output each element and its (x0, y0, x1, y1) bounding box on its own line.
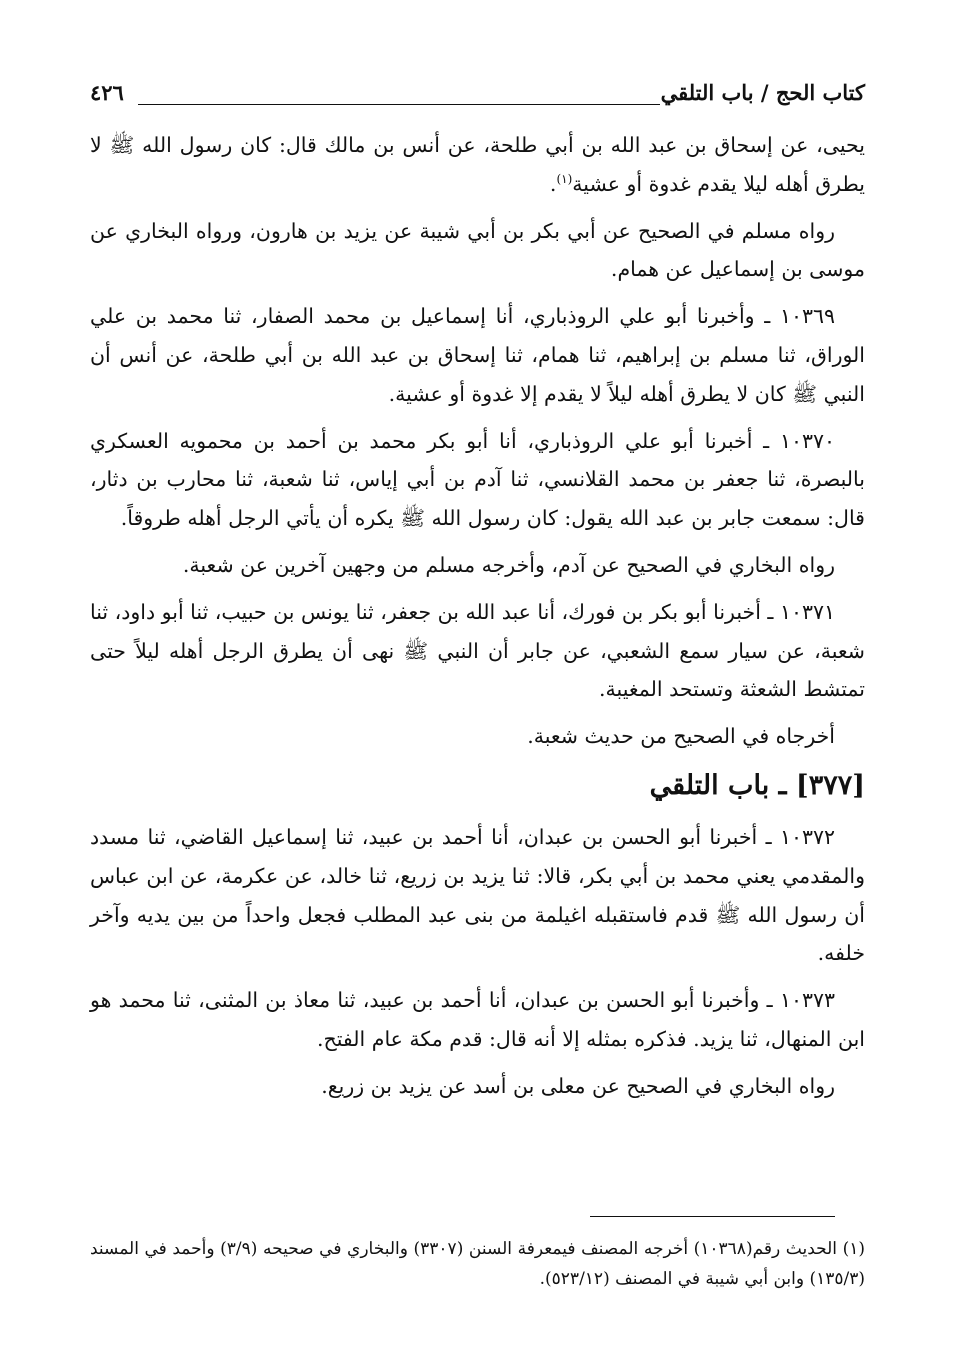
header-rule (138, 104, 660, 105)
paragraph-end: . (549, 171, 557, 196)
page-header (90, 76, 865, 116)
footnote (90, 1234, 865, 1294)
page-number: ٤٢٦ (90, 80, 124, 105)
section-heading: [٣٧٧] ـ باب التلقي (649, 769, 865, 801)
paragraph: رواه البخاري في الصحيح عن معلى بن أسد عن يزيد بن زريع. (321, 1073, 835, 1098)
footnote-ref[interactable]: (١) (556, 171, 573, 186)
main-text (90, 126, 865, 1114)
hadith-10373: ١٠٣٧٣ ـ وأخبرنا أبو الحسن بن عبدان، أنا أحمد بن عبيد، ثنا معاذ بن المثنى، ثنا محمد هو ابن المنهال، ثنا يزيد. فذكره بمثله إلا أنه قال: قدم مكة عام الفتح. (90, 988, 865, 1051)
footnote-rule (590, 1216, 835, 1217)
footnote-text: (١) الحديث رقم(١٠٣٦٨) أخرجه المصنف فيمعرفة السنن (٣٣٠٧) والبخاري في صحيحه (٣/٩) وأحمد في المسند (١٣٥/٣) وابن أبي شيبة في المصنف (٥٢٣/١٢). (90, 1239, 865, 1289)
hadith-10372: ١٠٣٧٢ ـ أخبرنا أبو الحسن بن عبدان، أنا أحمد بن عبيد، ثنا إسماعيل القاضي، ثنا مسدد والمقدمي يعني محمد بن أبي بكر، قالا: ثنا يزيد بن زريع، ثنا خالد، عن عكرمة، عن ابن عباس أن رسول الله ﷺ قدم فاستقبله اغيلمة من بنى عبد المطلب فجعل واحداً من بين يديه وآخر خلفه. (90, 824, 865, 966)
hadith-10369: ١٠٣٦٩ ـ وأخبرنا أبو علي الروذباري، أنا إسماعيل بن محمد الصفار، ثنا محمد بن علي الوراق، ثنا مسلم بن إبراهيم، ثنا همام، ثنا إسحاق بن عبد الله بن أبي طلحة، عن أنس أن النبي ﷺ كان لا يطرق أهله ليلاً لا يقدم إلا غدوة أو عشية. (90, 304, 865, 406)
paragraph: رواه البخاري في الصحيح عن آدم، وأخرجه مسلم من وجهين آخرين عن شعبة. (182, 552, 835, 577)
hadith-10370: ١٠٣٧٠ ـ أخبرنا أبو علي الروذباري، أنا أبو بكر محمد بن أحمد بن محمويه العسكري بالبصرة، ثنا جعفر بن محمد القلانسي، ثنا آدم بن أبي إياس، ثنا شعبة، ثنا محارب بن دثار، قال: سمعت جابر بن عبد الله يقول: كان رسول الله ﷺ يكره أن يأتي الرجل أهله طروقاً. (90, 428, 865, 531)
hadith-10371: ١٠٣٧١ ـ أخبرنا أبو بكر بن فورك، أنا عبد الله بن جعفر، ثنا يونس بن حبيب، ثنا أبو داود، ثنا شعبة، عن سيار سمع الشعبي، عن جابر أن النبي ﷺ نهى أن يطرق الرجل أهله ليلاً حتى تمتشط الشعثة وتستحد المغيبة. (90, 599, 865, 702)
paragraph: رواه مسلم في الصحيح عن أبي بكر بن أبي شيبة عن يزيد بن هارون، ورواه البخاري عن موسى بن إسماعيل عن همام. (90, 218, 865, 282)
running-title: كتاب الحج / باب التلقي (660, 80, 865, 105)
paragraph: أخرجاه في الصحيح من حديث شعبة. (527, 724, 835, 749)
paragraph-text: يحيى، عن إسحاق بن عبد الله بن أبي طلحة، عن أنس بن مالك قال: كان رسول الله ﷺ لا يطرق أهله ليلا يقدم غدوة أو عشية (90, 133, 865, 196)
paragraph (90, 126, 865, 204)
